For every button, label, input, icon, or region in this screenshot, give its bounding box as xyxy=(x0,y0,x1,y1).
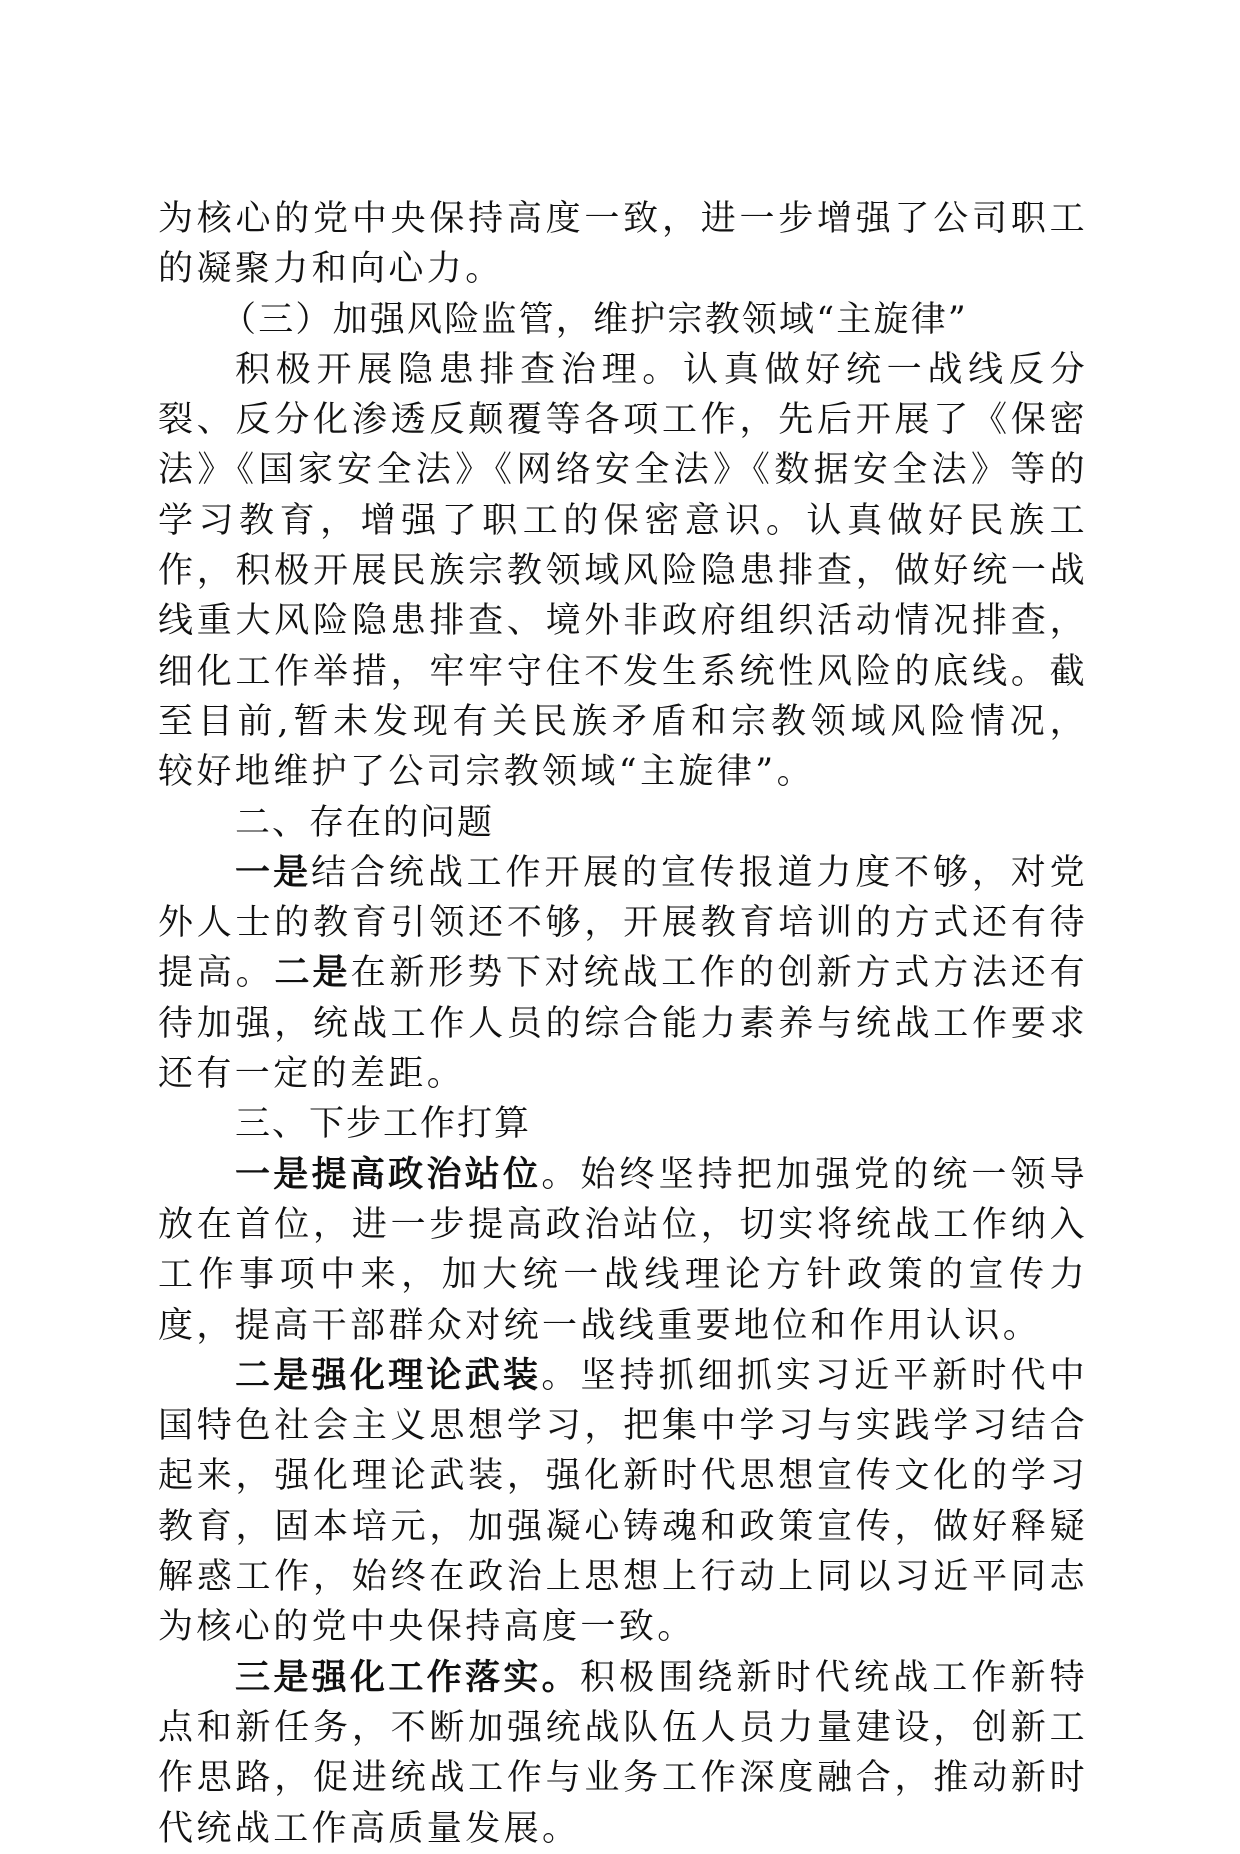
plan-item-2-paragraph xyxy=(158,1351,1088,1653)
problem-2-text: 在新形势下对统战工作的创新方式方法还有待加强，统战工作人员的综合能力素养与统战工作要求还有一定的差距。 xyxy=(158,953,1089,1095)
problem-1-text: 结合统战工作开展的宣传报道力度不够，对党外人士的教育引领还不够，开展教育培训的方式还有待提高。 xyxy=(158,852,1088,994)
plan-item-1-text: 。始终坚持把加强党的统一领导放在首位，进一步提高政治站位，切实将统战工作纳入工作事项中来，加大统一战线理论方针政策的宣传力度，提高干部群众对统一战线重要地位和作用认识。 xyxy=(158,1154,1088,1346)
plan-item-3-lead: 三是强化工作落实。 xyxy=(235,1657,580,1698)
section-2-heading: 二、存在的问题 xyxy=(235,802,495,843)
plan-item-3-text: 积极围绕新时代统战工作新特点和新任务，不断加强统战队伍人员力量建设，创新工作思路，促进统战工作与业务工作深度融合，推动新时代统战工作高质量发展。 xyxy=(158,1657,1088,1849)
section-3-heading: 三、下步工作打算 xyxy=(235,1104,532,1145)
section-2-problems-paragraph xyxy=(158,848,1088,1099)
plan-item-2-text: 。坚持抓细抓实习近平新时代中国特色社会主义思想学习，把集中学习与实践学习结合起来，强化理论武装，强化新时代思想宣传文化的学习教育，固本培元，加强凝心铸魂和政策宣传，做好释疑解惑工作，始终在政治上思想上行动上同以习近平同志为核心的党中央保持高度一致。 xyxy=(158,1355,1088,1648)
subsection-3-body: 积极开展隐患排查治理。认真做好统一战线反分裂、反分化渗透反颠覆等各项工作，先后开展了《保密法》《国家安全法》《网络安全法》《数据安全法》等的学习教育，增强了职工的保密意识。认真做好民族工作，积极开展民族宗教领域风险隐患排查，做好统一战线重大风险隐患排查、境外非政府组织活动情况排查，细化工作举措，牢牢守住不发生系统性风险的底线。截至目前,暂未发现有关民族矛盾和宗教领域风险情况，较好地维护了公司宗教领域“主旋律”。 xyxy=(158,349,1088,793)
document-page xyxy=(158,194,1088,1854)
plan-item-1-paragraph xyxy=(158,1150,1088,1351)
problem-2-lead: 二是 xyxy=(274,953,351,994)
problem-1-lead: 一是 xyxy=(235,852,312,893)
subsection-3-heading: （三）加强风险监管，维护宗教领域“主旋律” xyxy=(221,299,968,340)
plan-item-2-lead: 二是强化理论武装 xyxy=(235,1355,542,1396)
continued-paragraph: 为核心的党中央保持高度一致，进一步增强了公司职工的凝聚力和向心力。 xyxy=(158,199,1088,290)
plan-item-3-paragraph xyxy=(158,1653,1088,1854)
plan-item-1-lead: 一是提高政治站位 xyxy=(235,1154,542,1195)
